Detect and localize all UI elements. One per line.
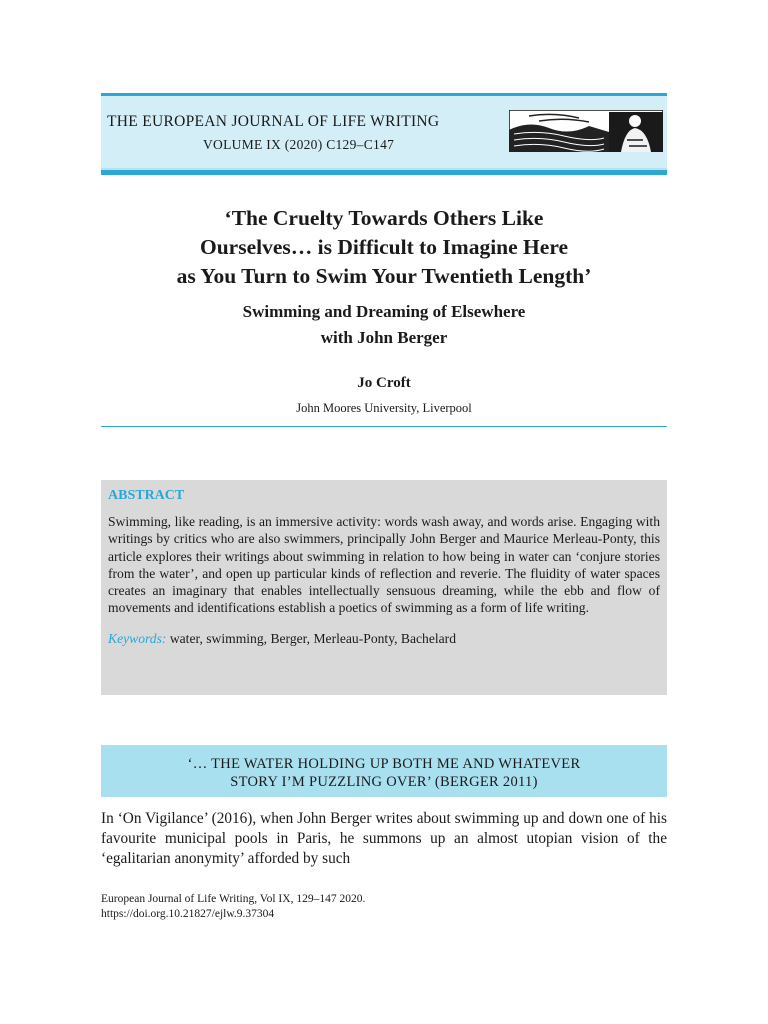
title-line: as You Turn to Swim Your Twentieth Length’ [176, 264, 592, 288]
keywords-label: Keywords: [108, 630, 167, 646]
section-heading [101, 745, 667, 797]
divider-rule [101, 426, 667, 427]
page-footer [101, 892, 667, 922]
keywords-list: water, swimming, Berger, Merleau-Ponty, Bachelard [169, 630, 456, 646]
abstract-box [101, 480, 667, 695]
body-paragraph: In ‘On Vigilance’ (2016), when John Berger writes about swimming up and down one of his favourite municipal pools in Paris, he summons up an almost utopian vision of the ‘egalitarian anonymity’ afforded by such [101, 810, 667, 867]
footer-citation: European Journal of Life Writing, Vol IX, 129–147 2020. [101, 893, 366, 905]
author-affiliation: John Moores University, Liverpool [296, 401, 472, 415]
article-subtitle [101, 299, 667, 351]
journal-header-band [101, 93, 667, 168]
journal-name: THE EUROPEAN JOURNAL OF LIFE WRITING [107, 113, 440, 130]
keywords-line [108, 631, 660, 647]
article-title [101, 204, 667, 291]
author-name: Jo Croft [357, 375, 411, 391]
section-heading-line: STORY I’M PUZZLING OVER’ (BERGER 2011) [230, 774, 538, 790]
subtitle-line: with John Berger [320, 328, 448, 347]
footer-doi: https://doi.org.10.21827/ejlw.9.37304 [101, 908, 275, 920]
section-heading-line: ‘… THE WATER HOLDING UP BOTH ME AND WHATEVER [187, 756, 581, 772]
abstract-body: Swimming, like reading, is an immersive activity: words wash away, and words arise. Engaging with writings by critics who are also swimmers, principally John Berger and Maurice Merleau-Ponty, this article explores their writings about swimming in relation to how being in water can ‘conjure stories from the water’, and open up particular kinds of reflection and reverie. The fluidity of water spaces creates an imaginary that enables intellectually sensuous dreaming, while the ebb and flow of movements and identifications establish a poetics of swimming as a form of life writing. [108, 514, 660, 616]
abstract-heading: ABSTRACT [108, 488, 185, 503]
journal-volume: VOLUME IX (2020) C129–C147 [203, 137, 395, 152]
title-line: ‘The Cruelty Towards Others Like [224, 206, 544, 230]
woodcut-logo-image [509, 110, 663, 152]
subtitle-line: Swimming and Dreaming of Elsewhere [242, 302, 526, 321]
title-line: Ourselves… is Difficult to Imagine Here [199, 235, 569, 259]
header-rule [101, 170, 667, 175]
